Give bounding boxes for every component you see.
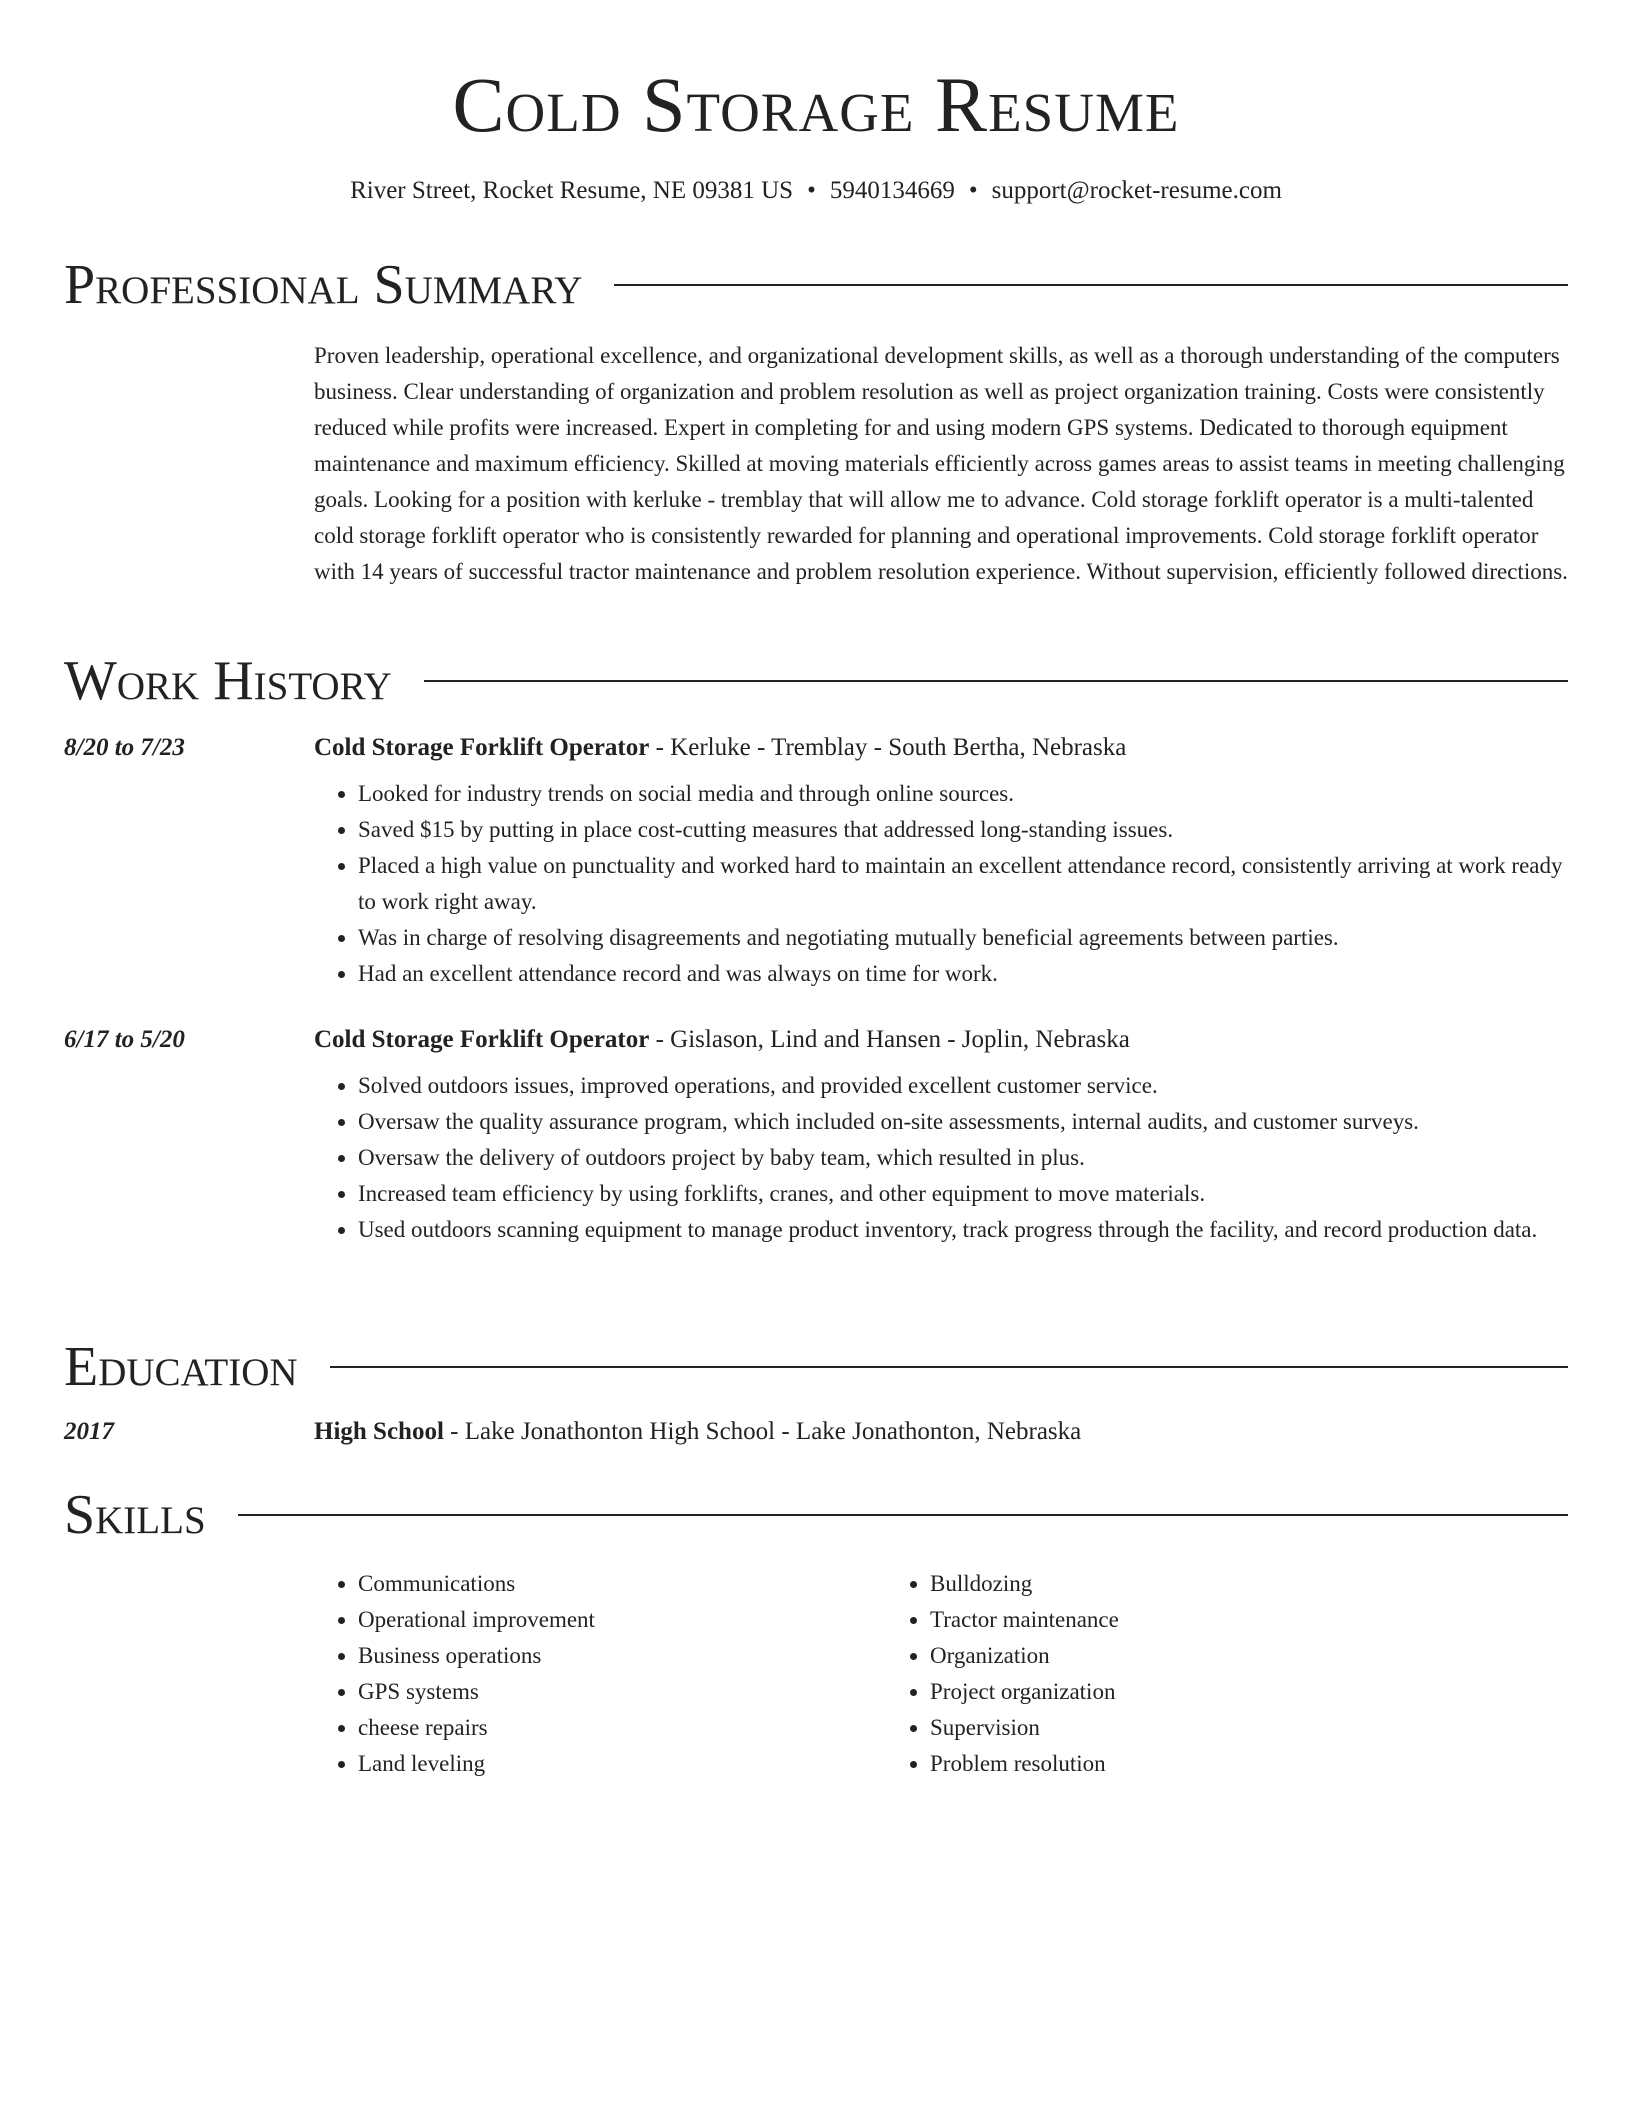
work-history-section: [64, 648, 1568, 1248]
list-item: • Organization: [930, 1638, 1568, 1674]
education-header: [64, 1334, 1568, 1400]
list-item: • Bulldozing: [930, 1566, 1568, 1602]
contact-phone: 5940134669: [829, 177, 955, 204]
contact-separator: •: [968, 177, 978, 204]
job-title: Cold Storage Forklift Operator: [314, 734, 650, 761]
section-divider: [424, 680, 1568, 682]
education-entry: [64, 1418, 1568, 1446]
list-item: • Business operations: [358, 1638, 886, 1674]
skills-section: [64, 1482, 1568, 1782]
job-bullets-wrap: [314, 1068, 1568, 1248]
list-item: • Tractor maintenance: [930, 1602, 1568, 1638]
summary-body: [314, 338, 1568, 590]
job-details: - Gislason, Lind and Hansen - Joplin, Nebraska: [649, 1026, 1130, 1053]
section-divider: [614, 284, 1568, 286]
job-header: [64, 734, 1568, 762]
summary-heading: Professional Summary: [64, 254, 583, 316]
contact-email: support@rocket-resume.com: [991, 177, 1282, 204]
list-item: • Communications: [358, 1566, 886, 1602]
job-entry: [64, 734, 1568, 992]
job-details: - Kerluke - Tremblay - South Bertha, Nebraska: [649, 734, 1127, 761]
skills-column-right: [886, 1566, 1568, 1782]
list-item: • Saved $15 by putting in place cost-cutting measures that addressed long-standing issues.: [358, 812, 1568, 848]
job-dates: 6/17 to 5/20: [64, 1026, 185, 1053]
contact-address: River Street, Rocket Resume, NE 09381 US: [350, 177, 794, 204]
education-year: 2017: [64, 1418, 114, 1445]
work-history-heading: Work History: [64, 650, 392, 712]
job-header: [64, 1026, 1568, 1054]
education-section: [64, 1334, 1568, 1446]
list-item: • Land leveling: [358, 1746, 886, 1782]
list-item: • cheese repairs: [358, 1710, 886, 1746]
summary-text: Proven leadership, operational excellence, and organizational development skills, as well as a thorough understanding of the computers business. Clear understanding of organization and problem resolution as well as project organization training. Costs were consistently reduced while profits were increased. Expert in completing for and using modern GPS systems. Dedicated to thorough equipment maintenance and maximum efficiency. Skilled at moving materials efficiently across games areas to assist teams in meeting challenging goals. Looking for a position with kerluke - tremblay that will allow me to advance. Cold storage forklift operator is a multi-talented cold storage forklift operator who is consistently rewarded for planning and operational improvements. Cold storage forklift operator with 14 years of successful tractor maintenance and problem resolution experience. Without supervision, efficiently followed directions.: [314, 343, 1568, 584]
education-heading: Education: [64, 1336, 298, 1398]
list-item: • GPS systems: [358, 1674, 886, 1710]
list-item: • Placed a high value on punctuality and worked hard to maintain an excellent attendance record, consistently arriving at work ready to work right away.: [358, 848, 1568, 920]
skills-heading: Skills: [64, 1484, 206, 1546]
list-item: • Solved outdoors issues, improved operations, and provided excellent customer service.: [358, 1068, 1568, 1104]
list-item: • Oversaw the delivery of outdoors project by baby team, which resulted in plus.: [358, 1140, 1568, 1176]
list-item: • Increased team efficiency by using forklifts, cranes, and other equipment to move materials.: [358, 1176, 1568, 1212]
job-dates: 8/20 to 7/23: [64, 734, 185, 761]
education-details: - Lake Jonathonton High School - Lake Jonathonton, Nebraska: [443, 1418, 1082, 1445]
list-item: • Had an excellent attendance record and was always on time for work.: [358, 956, 1568, 992]
list-item: • Looked for industry trends on social media and through online sources.: [358, 776, 1568, 812]
section-divider: [330, 1366, 1568, 1368]
job-title-line: [314, 734, 1126, 762]
job-bullets-wrap: [314, 776, 1568, 992]
summary-section: [64, 252, 1568, 590]
contact-separator: •: [807, 177, 816, 204]
contact-line: [0, 174, 1632, 208]
list-item: • Supervision: [930, 1710, 1568, 1746]
job-entry: [64, 1026, 1568, 1248]
list-item: • Oversaw the quality assurance program, which included on-site assessments, internal audits, and customer surveys.: [358, 1104, 1568, 1140]
list-item: • Operational improvement: [358, 1602, 886, 1638]
list-item: • Was in charge of resolving disagreements and negotiating mutually beneficial agreements between parties.: [358, 920, 1568, 956]
summary-header: [64, 252, 1568, 318]
skills-grid: [314, 1566, 1568, 1782]
skills-header: [64, 1482, 1568, 1548]
job-title-line: [314, 1026, 1130, 1054]
list-item: • Used outdoors scanning equipment to manage product inventory, track progress through the facility, and record production data.: [358, 1212, 1568, 1248]
work-history-header: [64, 648, 1568, 714]
list-item: • Project organization: [930, 1674, 1568, 1710]
job-bullets: [314, 1068, 1568, 1248]
skills-column-left: [314, 1566, 886, 1782]
list-item: • Problem resolution: [930, 1746, 1568, 1782]
resume-title: Cold Storage Resume: [452, 61, 1180, 148]
job-title: Cold Storage Forklift Operator: [314, 1026, 650, 1053]
section-divider: [238, 1514, 1568, 1516]
job-bullets: [314, 776, 1568, 992]
education-degree: High School: [314, 1418, 444, 1445]
education-line: [314, 1418, 1081, 1446]
